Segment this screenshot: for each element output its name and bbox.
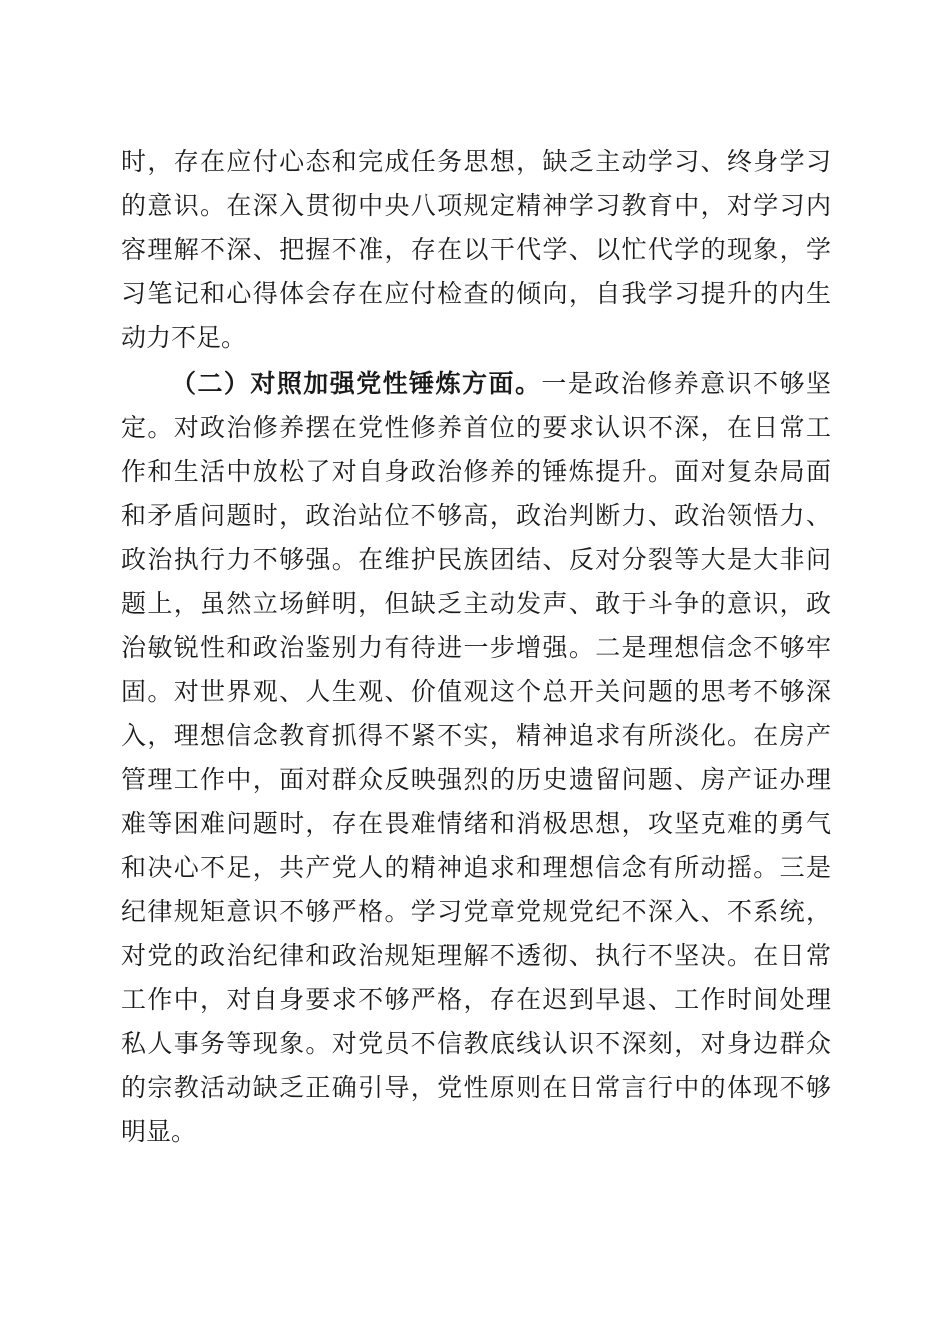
paragraph-2-line-15: 工作中，对自身要求不够严格，存在迟到早退、工作时间处理 — [121, 985, 831, 1014]
paragraph-2-line-1-rest: 一是政治修养意识不够坚 — [541, 369, 831, 398]
paragraph-1-line-1: 时，存在应付心态和完成任务思想，缺乏主动学习、终身学习 — [121, 147, 831, 176]
paragraph-2-line-9: 入，理想信念教育抓得不紧不实，精神追求有所淡化。在房产 — [121, 721, 831, 750]
paragraph-2-line-13: 纪律规矩意识不够严格。学习党章党规党纪不深入、不系统， — [121, 897, 831, 926]
paragraph-2-line-8: 固。对世界观、人生观、价值观这个总开关问题的思考不够深 — [121, 677, 831, 706]
paragraph-2-line-5: 政治执行力不够强。在维护民族团结、反对分裂等大是大非问 — [121, 545, 831, 574]
paragraph-2-line-3: 作和生活中放松了对自身政治修养的锤炼提升。面对复杂局面 — [121, 457, 831, 486]
paragraph-1-line-4: 习笔记和心得体会存在应付检查的倾向，自我学习提升的内生 — [121, 279, 831, 308]
paragraph-2-line-6: 题上，虽然立场鲜明，但缺乏主动发声、敢于斗争的意识，政 — [121, 589, 831, 618]
paragraph-2-line-4: 和矛盾问题时，政治站位不够高，政治判断力、政治领悟力、 — [121, 501, 831, 530]
paragraph-1-line-2: 的意识。在深入贯彻中央八项规定精神学习教育中，对学习内 — [121, 191, 831, 220]
paragraph-1-line-5: 动力不足。 — [121, 323, 247, 352]
section-heading: （二）对照加强党性锤炼方面。 — [171, 369, 542, 398]
paragraph-2-line-2: 定。对政治修养摆在党性修养首位的要求认识不深，在日常工 — [121, 413, 831, 442]
paragraph-2-line-12: 和决心不足，共产党人的精神追求和理想信念有所动摇。三是 — [121, 853, 831, 882]
paragraph-2-line-14: 对党的政治纪律和政治规矩理解不透彻、执行不坚决。在日常 — [121, 941, 831, 970]
paragraph-2-line-18: 明显。 — [121, 1117, 197, 1146]
paragraph-2-line-17: 的宗教活动缺乏正确引导，党性原则在日常言行中的体现不够 — [121, 1073, 831, 1102]
paragraph-2-line-11: 难等困难问题时，存在畏难情绪和消极思想，攻坚克难的勇气 — [121, 809, 831, 838]
paragraph-1-line-3: 容理解不深、把握不准，存在以干代学、以忙代学的现象，学 — [121, 235, 831, 264]
paragraph-2-line-7: 治敏锐性和政治鉴别力有待进一步增强。二是理想信念不够牢 — [121, 633, 831, 662]
paragraph-2-line-1 — [171, 364, 831, 404]
paragraph-2-line-10: 管理工作中，面对群众反映强烈的历史遗留问题、房产证办理 — [121, 765, 831, 794]
paragraph-2-line-16: 私人事务等现象。对党员不信教底线认识不深刻，对身边群众 — [121, 1029, 831, 1058]
